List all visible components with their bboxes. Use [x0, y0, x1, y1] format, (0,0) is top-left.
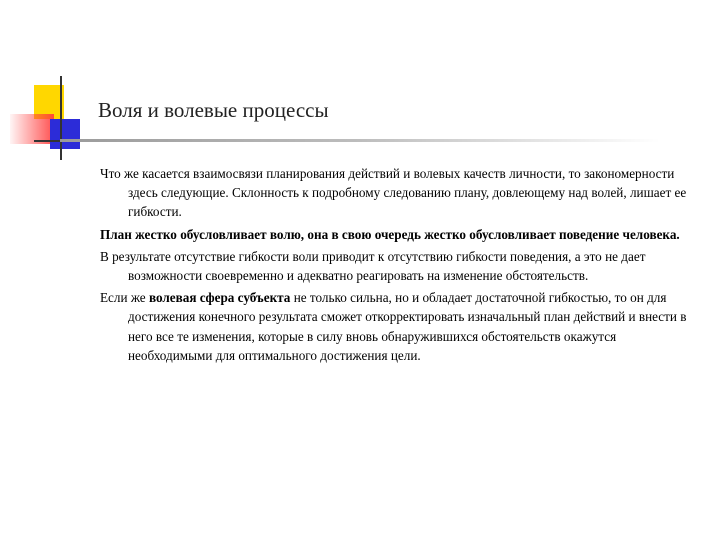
paragraph-4-start: Если же [100, 290, 149, 306]
title-underline [60, 139, 660, 142]
paragraph-4 [100, 288, 696, 365]
paragraph-4-bold: волевая сфера субъекта [148, 290, 291, 306]
paragraph-3: В результате отсутствие гибкости воли приводит к отсутствию гибкости поведения, а это не дает возможности своевременно и адекватно реагировать на изменение обстоятельств. [100, 248, 646, 284]
slide-body [100, 164, 696, 368]
slide-title: Воля и волевые процессы [98, 98, 329, 122]
decor-blue-square [50, 119, 80, 149]
paragraph-1: Что же касается взаимосвязи планирования действий и волевых качеств личности, то закономерности здесь следующие. Склонность к подробному следованию плану, довлеющему над волей, лишает ее гибкости. [100, 166, 687, 220]
paragraph-4-rest: не только сильна, но и обладает достаточной гибкостью, то он для достижения конечного результата сможет откорректировать изначальный план действий и внести в него все те изменения, которые в силу вновь обнаружившихся обстоятельств окажутся необходимыми для оптимального достижения цели. [128, 290, 687, 363]
paragraph-2: План жестко обусловливает волю, она в свою очередь жестко обусловливает поведение человека. [100, 226, 680, 242]
decor-vertical-line [60, 76, 62, 160]
